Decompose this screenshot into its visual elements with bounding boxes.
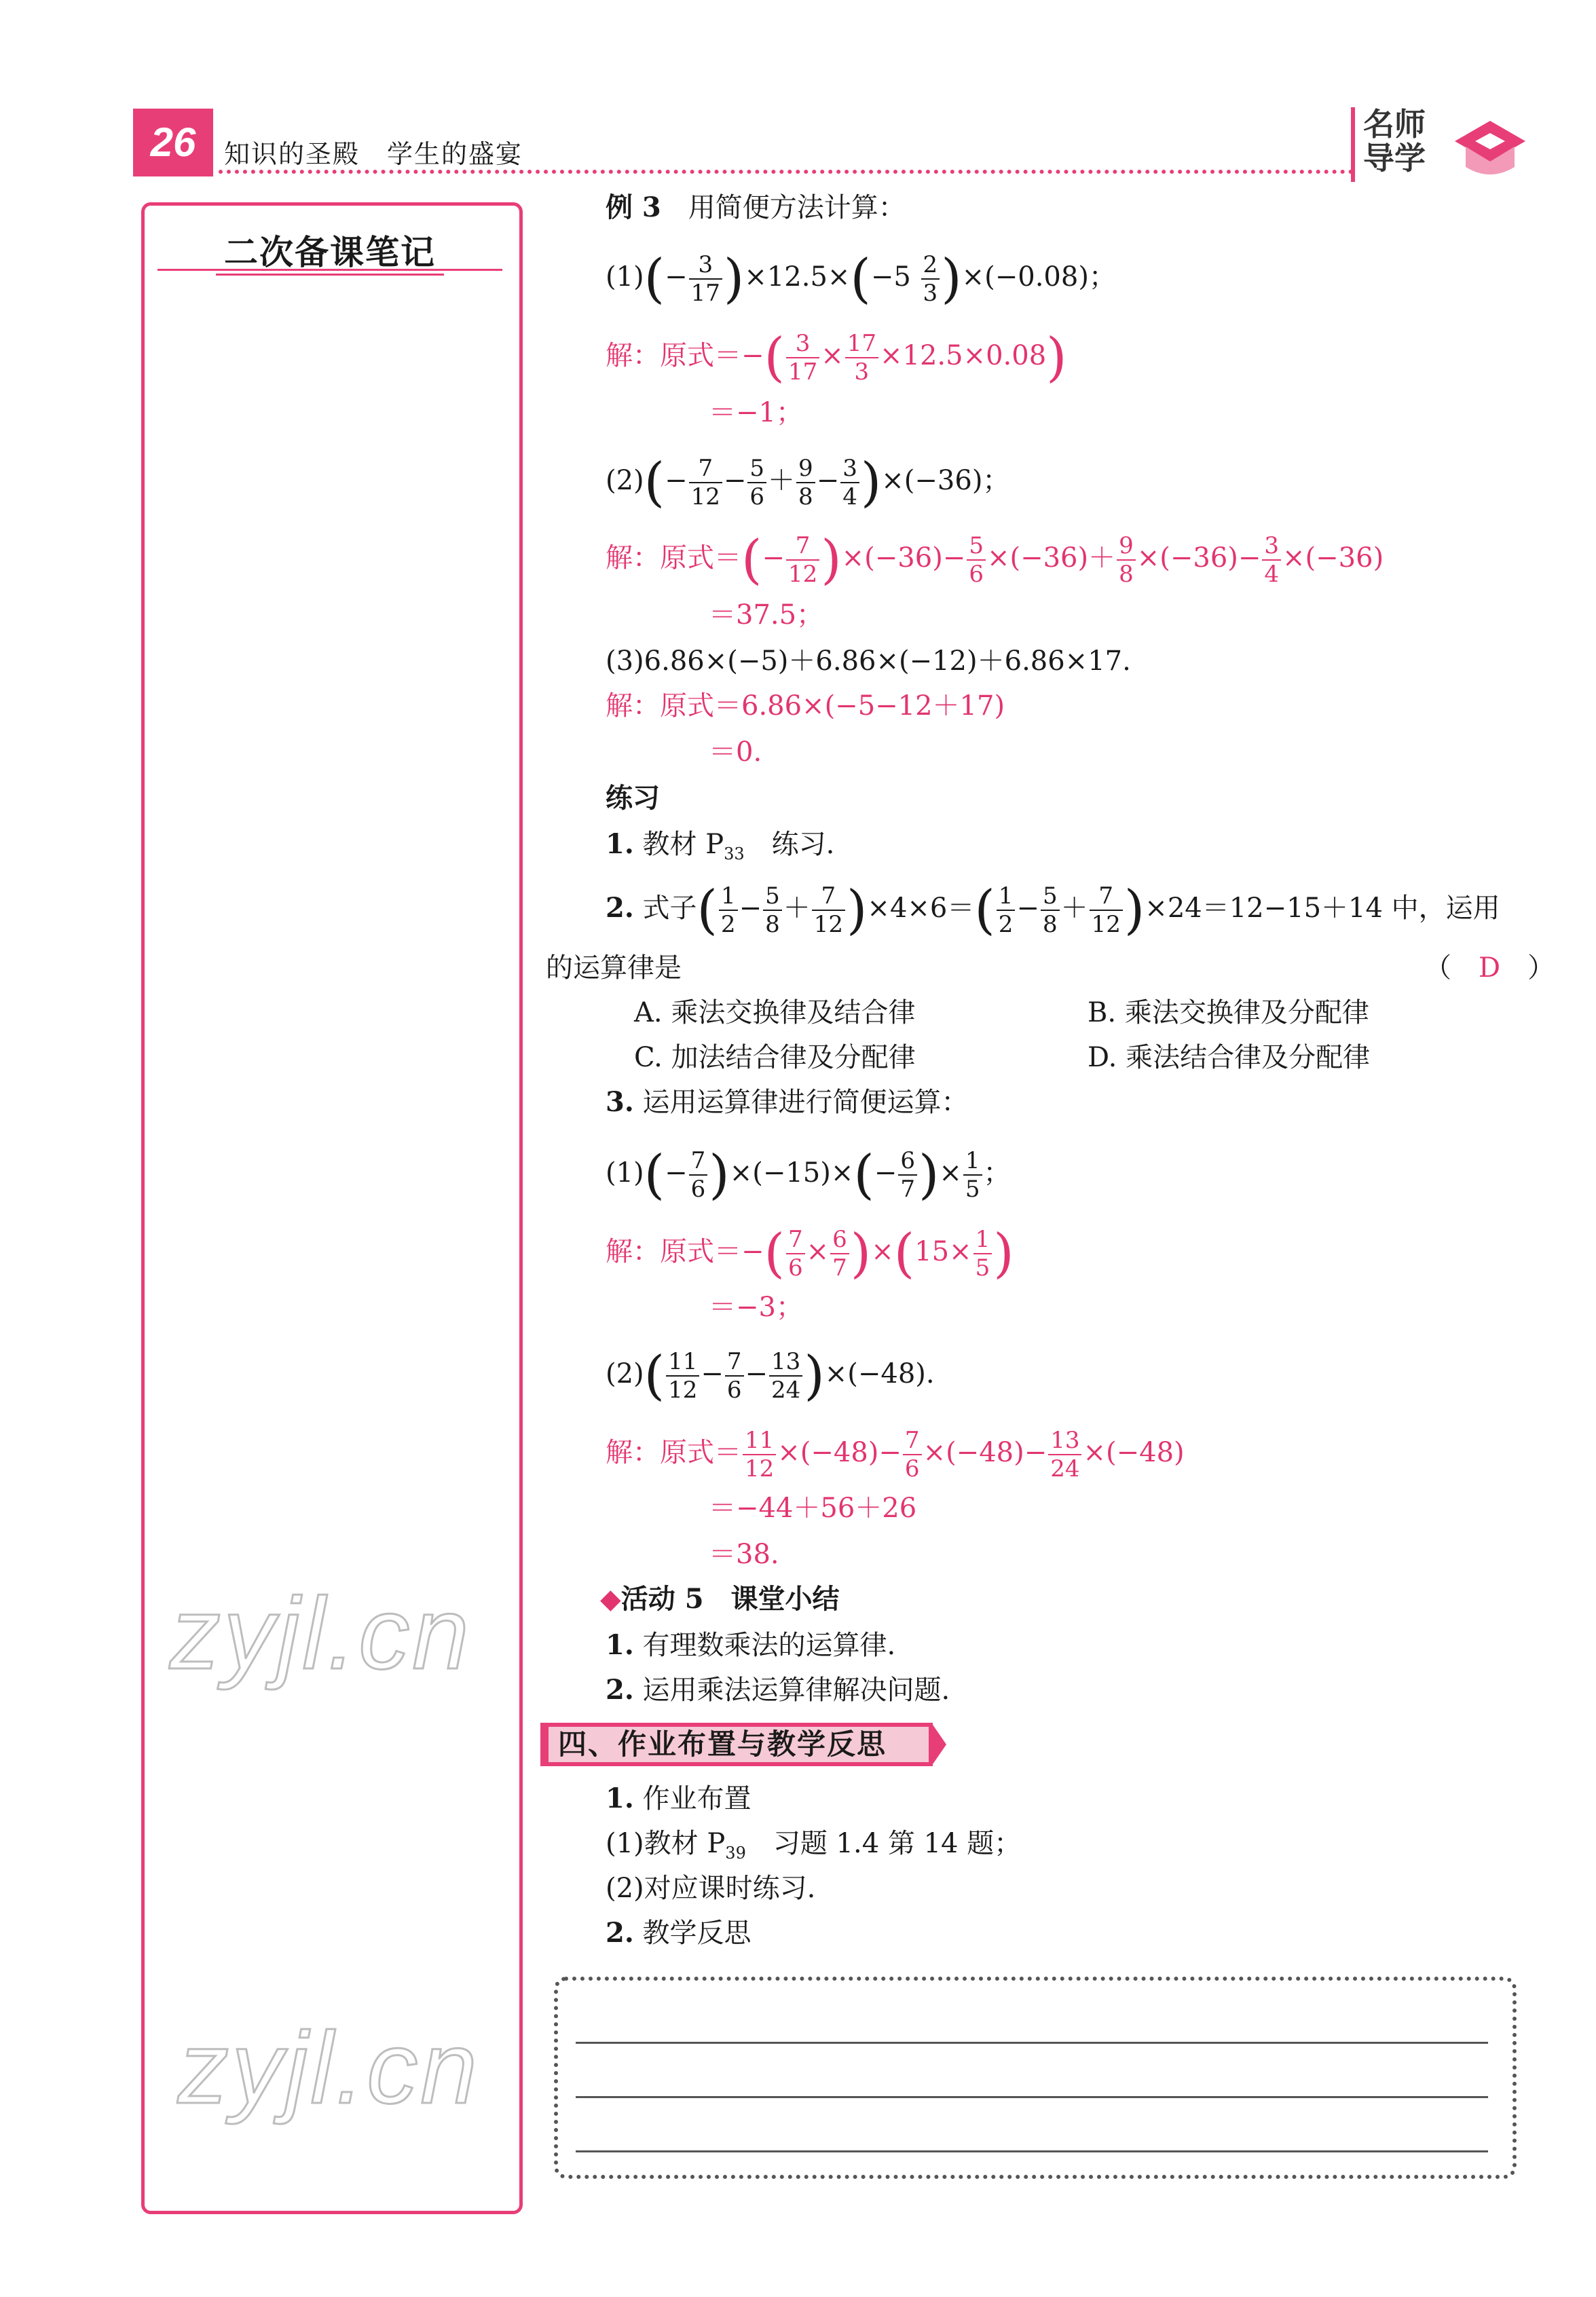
practice-problem-3-1: (1)(− $\frac{7}{6}$ )×(−15)×(− $\frac{6}{7}$ )× $\frac{1}{5}$ ；	[606, 1144, 1011, 1206]
practice-solution-3-1: 解：原式＝−( $\frac{7}{6}$ × $\frac{6}{7}$ )×(15× $\frac{1}{5}$ )	[606, 1223, 1014, 1284]
page-number: 26	[133, 109, 213, 176]
example-problem-2: (2)(− $\frac{7}{12}$ − $\frac{5}{6}$ ＋ $\frac{9}{8}$ − $\frac{3}{4}$ )×(−36)；	[606, 452, 1010, 513]
practice-question-2-cont: 的运算律是	[546, 952, 682, 984]
activity-heading: ◆活动 5 课堂小结	[600, 1583, 840, 1615]
practice-result-3-1: ＝−3；	[709, 1292, 803, 1323]
practice-question-2: 2. 式子( $\frac{1}{2}$ − $\frac{5}{8}$ ＋ $\frac{7}{12}$ )×4×6＝( $\frac{1}{2}$ − $\frac{5}{8}$ ＋ $\frac{7}{12}$ )×24＝12−15＋14 中，运用	[606, 880, 1500, 941]
example-problem-1: (1)(− $\frac{3}{17}$ )×12.5×(−5 $\frac{2}{3}$ )×(−0.08)；	[606, 248, 1116, 310]
homework-heading: 1. 作业布置	[606, 1782, 751, 1814]
homework-item-2: (2)对应课时练习.	[606, 1873, 816, 1904]
watermark-text: zyjl.cn	[178, 2011, 480, 2125]
practice-problem-3-2: (2)( $\frac{11}{12}$ − $\frac{7}{6}$ − $\frac{13}{24}$ )×(−48).	[606, 1345, 935, 1406]
choice-d: D. 乘法结合律及分配律	[1088, 1042, 1371, 1073]
homework-item-1: (1)教材 $P_{39}$ 习题 1.4 第 14 题；	[606, 1828, 1022, 1863]
reflection-line	[576, 2150, 1488, 2152]
section-banner-arrow	[931, 1723, 946, 1766]
hat-logo-icon	[1449, 109, 1531, 183]
section-title: 四、作业布置与教学反思	[558, 1728, 887, 1761]
answer-choice: D	[1479, 952, 1501, 984]
notes-sidebar	[141, 202, 523, 2214]
watermark-text: zyjl.cn	[170, 1576, 472, 1690]
reflection-line	[576, 2042, 1488, 2044]
reflection-line	[576, 2096, 1488, 2098]
practice-result-3-2b: ＝38.	[709, 1539, 779, 1570]
activity-item-1: 1. 有理数乘法的运算律.	[606, 1629, 896, 1661]
reflection-heading: 2. 教学反思	[606, 1917, 751, 1949]
example-result-1: ＝−1；	[709, 397, 803, 428]
reflection-box[interactable]	[554, 1977, 1517, 2179]
practice-heading: 练习	[606, 782, 660, 814]
example-result-3: ＝0.	[709, 736, 762, 768]
example-result-2: ＝37.5；	[709, 599, 824, 631]
answer-bracket: （ D ）	[1424, 952, 1555, 984]
practice-question-1: 1. 教材 $P_{33}$ 练习.	[606, 828, 835, 863]
sidebar-title-underline-short	[216, 274, 444, 276]
choice-c: C. 加法结合律及分配律	[634, 1042, 916, 1073]
header-divider	[219, 170, 1354, 174]
example-solution-3: 解：原式＝6.86×(−5−12＋17)	[606, 690, 1005, 722]
example-solution-1: 解：原式＝−( $\frac{3}{17}$ × $\frac{17}{3}$ ×12.5×0.08)	[606, 327, 1067, 388]
brand-logo: 名师导学	[1351, 107, 1451, 182]
practice-solution-3-2: 解：原式＝ $\frac{11}{12}$ ×(−48)− $\frac{7}{6}$ ×(−48)− $\frac{13}{24}$ ×(−48)	[606, 1427, 1185, 1482]
practice-question-3: 3. 运用运算律进行简便运算：	[606, 1086, 969, 1118]
choice-b: B. 乘法交换律及分配律	[1088, 997, 1369, 1028]
activity-item-2: 2. 运用乘法运算律解决问题.	[606, 1674, 950, 1706]
sidebar-title-underline	[157, 269, 502, 271]
diamond-icon: ◆	[600, 1583, 621, 1615]
choice-a: A. 乘法交换律及结合律	[634, 997, 916, 1028]
example-heading: 例 3 用简便方法计算：	[606, 191, 906, 223]
header-slogan: 知识的圣殿 学生的盛宴	[224, 139, 523, 169]
example-problem-3: (3)6.86×(−5)＋6.86×(−12)＋6.86×17.	[606, 646, 1131, 677]
example-solution-2: 解：原式＝(− $\frac{7}{12}$ )×(−36)− $\frac{5}{6}$ ×(−36)＋ $\frac{9}{8}$ ×(−36)− $\frac{3}{4}$ ×(−36)	[606, 529, 1384, 591]
sidebar-title: 二次备课笔记	[224, 232, 436, 272]
practice-result-3-2a: ＝−44＋56＋26	[709, 1493, 917, 1524]
